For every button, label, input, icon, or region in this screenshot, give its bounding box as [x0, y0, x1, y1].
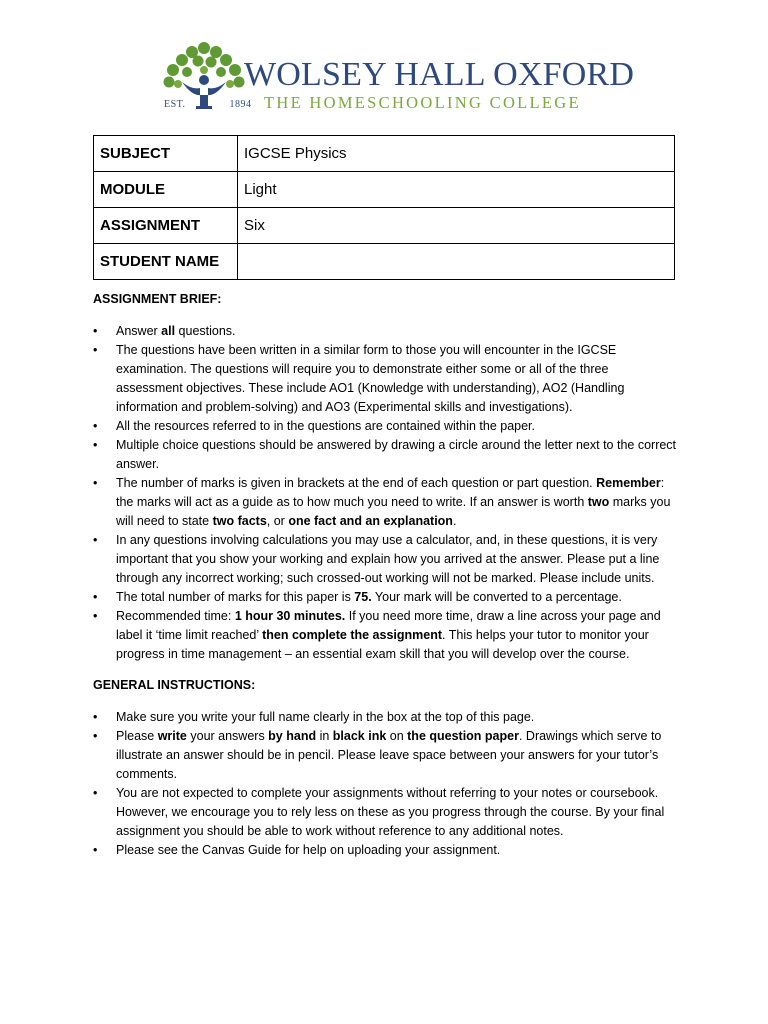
assignment-brief-heading: ASSIGNMENT BRIEF: [93, 292, 222, 306]
list-item: • The number of marks is given in brackets at the end of each question or part question. Remember: the marks will act as a guide as to how much you need to write. If an answer is worth two marks you will need to state two facts, or one fact and an explanation. [93, 474, 678, 531]
list-item: • Answer all questions. [93, 322, 678, 341]
logo-name: WOLSEY HALL OXFORD [244, 56, 635, 93]
wolsey-hall-logo [160, 40, 635, 116]
assignment-info-table [93, 135, 675, 280]
logo-tagline: THE HOMESCHOOLING COLLEGE [264, 93, 581, 112]
list-item: • All the resources referred to in the questions are contained within the paper. [93, 417, 678, 436]
assignment-label: ASSIGNMENT [94, 208, 238, 244]
list-item: • Make sure you write your full name clearly in the box at the top of this page. [93, 708, 678, 727]
est-year: 1894 [229, 99, 252, 110]
module-value: Light [238, 172, 675, 208]
list-item: • You are not expected to complete your assignments without referring to your notes or coursebook. However, we encourage you to rely less on these as you progress through the course. By your final assignment you should be able to work without reference to any additional notes. [93, 784, 678, 841]
student-name-row [94, 244, 675, 280]
assignment-value: Six [238, 208, 675, 244]
assignment-brief-list [93, 322, 678, 664]
list-item: • Please see the Canvas Guide for help on uploading your assignment. [93, 841, 678, 860]
logo-established [164, 99, 252, 110]
general-instructions-heading: GENERAL INSTRUCTIONS: [93, 678, 256, 692]
student-name-field[interactable] [238, 244, 675, 280]
list-item: • The total number of marks for this paper is 75. Your mark will be converted to a percentage. [93, 588, 678, 607]
subject-row [94, 136, 675, 172]
assignment-row [94, 208, 675, 244]
module-label: MODULE [94, 172, 238, 208]
est-label: EST. [164, 99, 186, 110]
subject-label: SUBJECT [94, 136, 238, 172]
document-body [93, 290, 678, 860]
list-item: • Multiple choice questions should be answered by drawing a circle around the letter next to the correct answer. [93, 436, 678, 474]
list-item: • In any questions involving calculations you may use a calculator, and, in these questions, it is very important that you show your working and explain how you arrived at the answer. Please put a line through any incorrect working; such crossed-out working will not be marked. Please include units. [93, 531, 678, 588]
student-name-label: STUDENT NAME [94, 244, 238, 280]
list-item: • The questions have been written in a similar form to those you will encounter in the IGCSE examination. The questions will require you to demonstrate either some or all of the three assessment objectives. These include AO1 (Knowledge with understanding), AO2 (Handling information and problem-solving) and AO3 (Experimental skills and investigations). [93, 341, 678, 417]
list-item: • Please write your answers by hand in black ink on the question paper. Drawings which serve to illustrate an answer should be in pencil. Please leave space between your answers for your tutor’s comments. [93, 727, 678, 784]
module-row [94, 172, 675, 208]
general-instructions-list [93, 708, 678, 860]
list-item: • Recommended time: 1 hour 30 minutes. If you need more time, draw a line across your page and label it ‘time limit reached’ then complete the assignment. This helps your tutor to monitor your progress in time management – an essential exam skill that you will develop over the course. [93, 607, 678, 664]
subject-value: IGCSE Physics [238, 136, 675, 172]
